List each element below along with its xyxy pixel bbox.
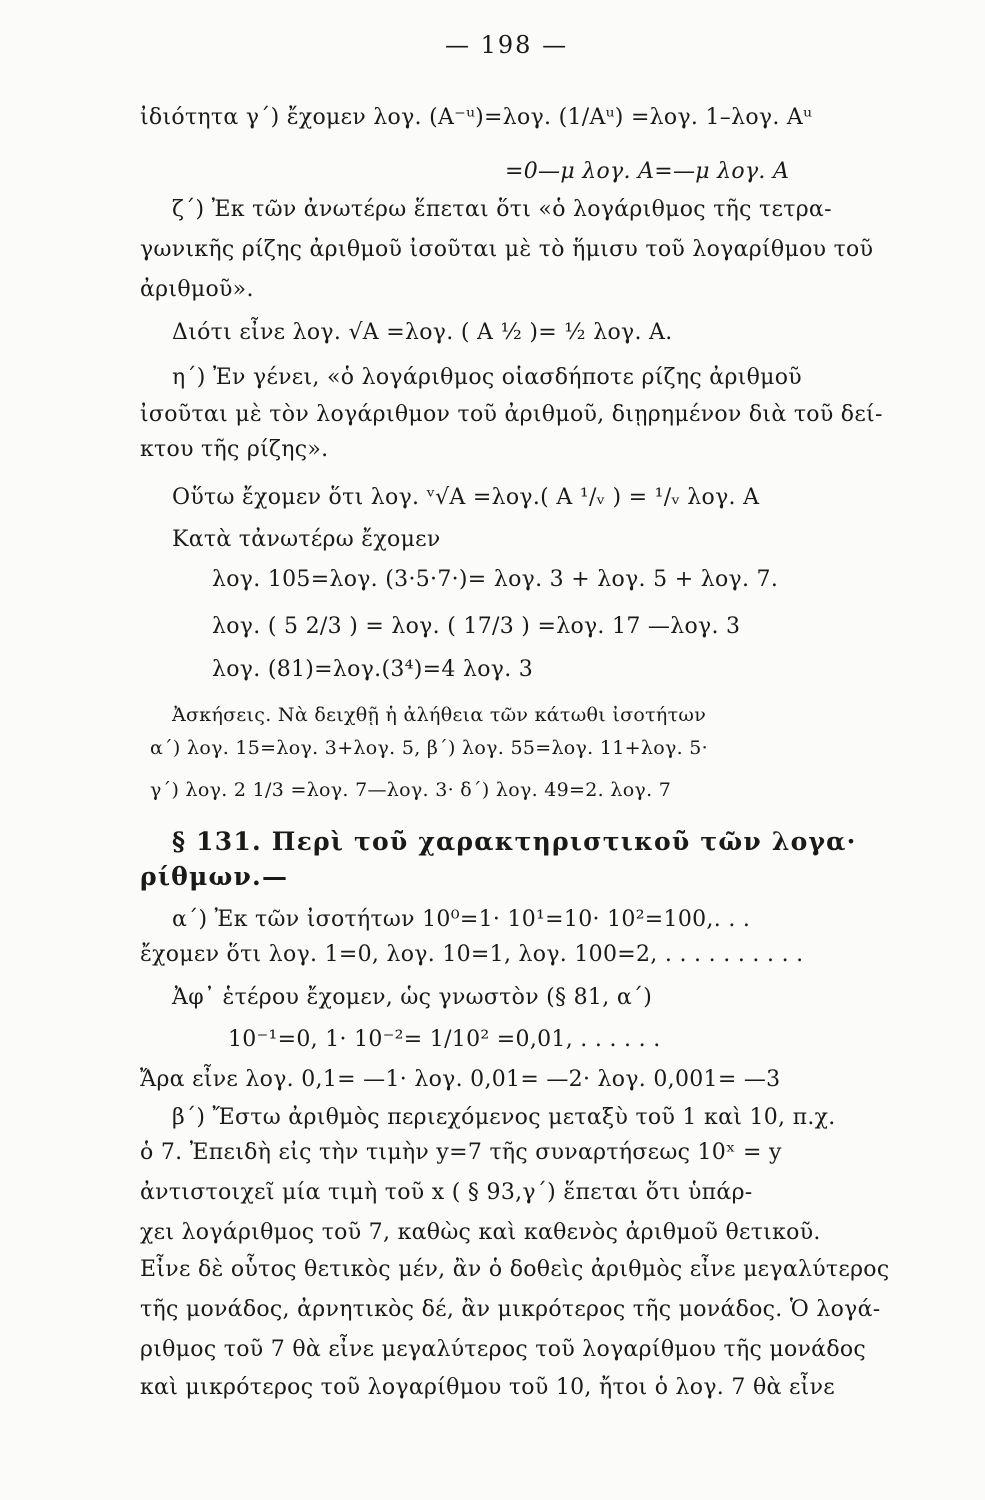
text-line: Ἀφ᾽ ἑτέρου ἔχομεν, ὡς γνωστὸν (§ 81, α΄) (172, 985, 653, 1010)
text-line: Κατὰ τἀνωτέρω ἔχομεν (172, 527, 441, 552)
text-line: Εἶνε δὲ οὗτος θετικὸς μέν, ἂν ὁ δοθεὶς ἀριθμὸς εἶνε μεγαλύτερος (140, 1257, 890, 1282)
text-line: ὁ 7. Ἐπειδὴ εἰς τὴν τιμὴν y=7 τῆς συναρτήσεως 10ˣ = y (140, 1140, 782, 1165)
text-line: ἔχομεν ὅτι λογ. 1=0, λογ. 10=1, λογ. 100=2, . . . . . . . . . . (140, 942, 804, 967)
text-line: β΄) Ἔστω ἀριθμὸς περιεχόμενος μεταξὺ τοῦ 1 καὶ 10, π.χ. (172, 1105, 836, 1130)
text-line: Ἄρα εἶνε λογ. 0,1= —1· λογ. 0,01= —2· λογ. 0,001= —3 (140, 1067, 781, 1092)
text-line: α΄) Ἐκ τῶν ἰσοτήτων 10⁰=1· 10¹=10· 10²=100,. . . (172, 907, 751, 932)
text-line: ἰδιότητα γ΄) ἔχομεν λογ. (A⁻ᵘ)=λογ. (1/Aᵘ) =λογ. 1–λογ. Aᵘ (140, 105, 813, 130)
text-line: 10⁻¹=0, 1· 10⁻²= 1/10² =0,01, . . . . . . (228, 1027, 661, 1052)
text-line: ἀριθμοῦ». (140, 277, 254, 302)
text-line: καὶ μικρότερος τοῦ λογαρίθμου τοῦ 10, ἤτοι ὁ λογ. 7 θὰ εἶνε (140, 1375, 835, 1400)
text-line: ζ΄) Ἐκ τῶν ἀνωτέρω ἕπεται ὅτι «ὁ λογάριθμος τῆς τετρα- (172, 197, 832, 222)
exercise-line: α΄) λογ. 15=λογ. 3+λογ. 5, β΄) λογ. 55=λογ. 11+λογ. 5· (150, 737, 709, 759)
text-line: τῆς μονάδος, ἀρνητικὸς δέ, ἂν μικρότερος τῆς μονάδος. Ὁ λογά- (140, 1297, 881, 1322)
text-line: λογ. ( 5 2/3 ) = λογ. ( 17/3 ) =λογ. 17 —λογ. 3 (212, 614, 741, 639)
text-line: χει λογάριθμος τοῦ 7, καθὼς καὶ καθενὸς ἀριθμοῦ θετικοῦ. (140, 1220, 821, 1245)
page-number: — 198 — (445, 31, 569, 59)
section-heading-continued: ρίθμων.— (140, 862, 289, 891)
text-line: κτου τῆς ρίζης». (140, 437, 329, 462)
exercise-line: γ΄) λογ. 2 1/3 =λογ. 7—λογ. 3· δ΄) λογ. 49=2. λογ. 7 (150, 779, 672, 801)
text-line: η΄) Ἐν γένει, «ὁ λογάριθμος οἱασδήποτε ρίζης ἀριθμοῦ (172, 365, 802, 390)
text-line: λογ. (81)=λογ.(3⁴)=4 λογ. 3 (212, 657, 534, 682)
exercises-heading: Ἀσκήσεις. Νὰ δειχθῇ ἡ ἀλήθεια τῶν κάτωθι ἰσοτήτων (172, 704, 707, 726)
text-line: ἀντιστοιχεῖ μία τιμὴ τοῦ x ( § 93,γ΄) ἕπεται ὅτι ὑπάρ- (140, 1180, 753, 1205)
text-line: =0—μ λογ. A=—μ λογ. A (505, 159, 790, 184)
text-line: γωνικῆς ρίζης ἀριθμοῦ ἰσοῦται μὲ τὸ ἥμισυ τοῦ λογαρίθμου τοῦ (140, 237, 874, 262)
text-line: ἰσοῦται μὲ τὸν λογάριθμον τοῦ ἀριθμοῦ, διῃρημένον διὰ τοῦ δεί- (140, 402, 883, 427)
text-line: ριθμος τοῦ 7 θὰ εἶνε μεγαλύτερος τοῦ λογαρίθμου τῆς μονάδος (140, 1337, 867, 1362)
text-line: λογ. 105=λογ. (3·5·7·)= λογ. 3 + λογ. 5 + λογ. 7. (212, 567, 779, 592)
text-line: Διότι εἶνε λογ. √A =λογ. ( A ½ )= ½ λογ. A. (172, 320, 673, 345)
text-line: Οὕτω ἔχομεν ὅτι λογ. ᵛ√A =λογ.( A ¹/ᵥ ) = ¹/ᵥ λογ. A (172, 485, 760, 510)
section-heading: § 131. Περὶ τοῦ χαρακτηριστικοῦ τῶν λογα· (172, 827, 857, 856)
